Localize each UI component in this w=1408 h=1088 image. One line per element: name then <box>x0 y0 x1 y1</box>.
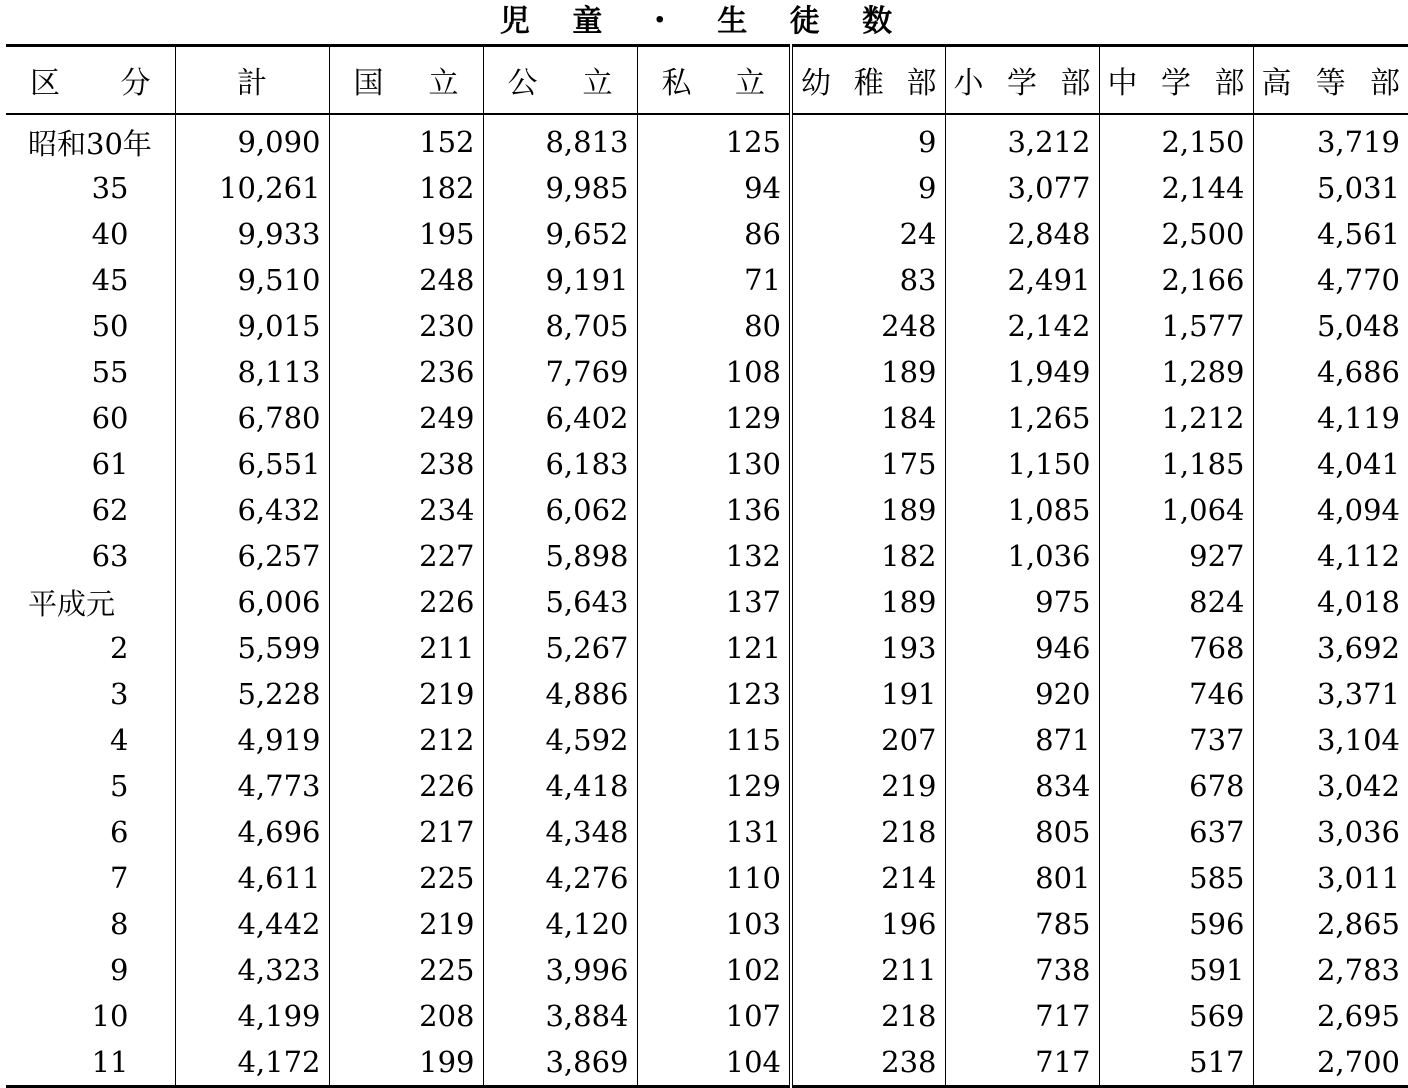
row-label: 60 <box>91 401 129 435</box>
table-cell: 768 <box>1099 625 1253 671</box>
column-header-char: 立 <box>428 66 459 101</box>
table-cell: 871 <box>945 717 1099 763</box>
table-cell: 4,773 <box>175 763 329 809</box>
table-cell: 218 <box>791 809 945 855</box>
row-label: 5 <box>110 769 129 803</box>
table-cell: 9,510 <box>175 257 329 303</box>
table-cell: 2,848 <box>945 211 1099 257</box>
table-cell: 2,695 <box>1253 993 1408 1039</box>
table-cell: 217 <box>329 809 483 855</box>
table-cell: 2,491 <box>945 257 1099 303</box>
students-table <box>6 44 1408 1088</box>
table-cell: 3,077 <box>945 165 1099 211</box>
table-cell: 218 <box>791 993 945 1039</box>
table-cell: 920 <box>945 671 1099 717</box>
table-cell: 3,996 <box>483 947 637 993</box>
table-cell: 3,104 <box>1253 717 1408 763</box>
table-cell: 137 <box>637 579 791 625</box>
table-cell: 637 <box>1099 809 1253 855</box>
row-label: 6 <box>110 815 129 849</box>
table-cell: 4,442 <box>175 901 329 947</box>
table-cell: 4,611 <box>175 855 329 901</box>
table-cell: 8,705 <box>483 303 637 349</box>
table-cell: 6,551 <box>175 441 329 487</box>
table-cell: 193 <box>791 625 945 671</box>
row-label: 55 <box>91 355 129 389</box>
table-cell: 2,144 <box>1099 165 1253 211</box>
table-row <box>6 579 1408 625</box>
table-cell: 2,783 <box>1253 947 1408 993</box>
table-cell: 182 <box>791 533 945 579</box>
column-header <box>1099 46 1253 115</box>
table-cell: 175 <box>791 441 945 487</box>
table-row <box>6 809 1408 855</box>
table-cell: 5,228 <box>175 671 329 717</box>
table-cell: 5,599 <box>175 625 329 671</box>
table-cell: 824 <box>1099 579 1253 625</box>
column-header-char: 中 <box>1107 66 1138 101</box>
table-cell: 249 <box>329 395 483 441</box>
table-cell: 4,094 <box>1253 487 1408 533</box>
table-cell: 248 <box>329 257 483 303</box>
table-cell: 1,150 <box>945 441 1099 487</box>
table-cell: 1,212 <box>1099 395 1253 441</box>
table-row <box>6 165 1408 211</box>
table-cell: 225 <box>329 947 483 993</box>
table-cell: 3,692 <box>1253 625 1408 671</box>
table-cell: 3,869 <box>483 1039 637 1087</box>
table-row <box>6 257 1408 303</box>
table-cell: 226 <box>329 579 483 625</box>
table-row <box>6 947 1408 993</box>
row-label: 2 <box>110 631 129 665</box>
table-cell: 6,402 <box>483 395 637 441</box>
column-header-char: 立 <box>735 66 765 101</box>
column-header <box>791 46 945 115</box>
table-row <box>6 901 1408 947</box>
table-cell: 219 <box>329 671 483 717</box>
table-row <box>6 114 1408 165</box>
row-label: 3 <box>110 677 129 711</box>
table-row <box>6 441 1408 487</box>
table-cell: 230 <box>329 303 483 349</box>
table-cell: 10,261 <box>175 165 329 211</box>
table-row <box>6 993 1408 1039</box>
table-cell: 152 <box>329 114 483 165</box>
column-header-char: 部 <box>1370 66 1400 101</box>
table-cell: 207 <box>791 717 945 763</box>
table-row <box>6 625 1408 671</box>
table-cell: 591 <box>1099 947 1253 993</box>
table-cell: 4,696 <box>175 809 329 855</box>
table-cell: 717 <box>945 993 1099 1039</box>
table-cell: 6,257 <box>175 533 329 579</box>
table-cell: 225 <box>329 855 483 901</box>
table-cell: 191 <box>791 671 945 717</box>
column-header <box>483 46 637 115</box>
table-cell: 585 <box>1099 855 1253 901</box>
table-cell: 4,018 <box>1253 579 1408 625</box>
table-cell: 108 <box>637 349 791 395</box>
table-cell: 238 <box>791 1039 945 1087</box>
table-cell: 737 <box>1099 717 1253 763</box>
row-label: 7 <box>110 861 129 895</box>
table-cell: 801 <box>945 855 1099 901</box>
table-row <box>6 349 1408 395</box>
table-cell: 199 <box>329 1039 483 1087</box>
table-cell: 1,289 <box>1099 349 1253 395</box>
table-cell: 2,150 <box>1099 114 1253 165</box>
column-header-char: 高 <box>1261 66 1292 101</box>
table-cell: 4,686 <box>1253 349 1408 395</box>
column-header: 計 <box>175 46 329 115</box>
table-cell: 7,769 <box>483 349 637 395</box>
table-cell: 5,898 <box>483 533 637 579</box>
table-cell: 4,120 <box>483 901 637 947</box>
table-cell: 189 <box>791 579 945 625</box>
table-cell: 236 <box>329 349 483 395</box>
table-cell: 125 <box>637 114 791 165</box>
table-cell: 238 <box>329 441 483 487</box>
table-cell: 834 <box>945 763 1099 809</box>
column-header-char: 部 <box>906 66 937 101</box>
column-header-char: 小 <box>953 66 984 101</box>
table-cell: 4,770 <box>1253 257 1408 303</box>
row-label: 8 <box>110 907 129 941</box>
header-row <box>6 46 1408 115</box>
table-cell: 219 <box>329 901 483 947</box>
table-cell: 234 <box>329 487 483 533</box>
column-header-char: 区 <box>30 66 60 101</box>
table-cell: 219 <box>791 763 945 809</box>
row-label: 平成元 <box>28 586 116 621</box>
table-cell: 5,031 <box>1253 165 1408 211</box>
table-cell: 104 <box>637 1039 791 1087</box>
table-cell: 1,577 <box>1099 303 1253 349</box>
table-cell: 9 <box>791 114 945 165</box>
table-title: 児 童 ・ 生 徒 数 <box>499 4 909 39</box>
table-row <box>6 717 1408 763</box>
table-cell: 2,142 <box>945 303 1099 349</box>
table-row <box>6 763 1408 809</box>
table-row <box>6 533 1408 579</box>
table-cell: 4,886 <box>483 671 637 717</box>
table-cell: 83 <box>791 257 945 303</box>
table-cell: 71 <box>637 257 791 303</box>
table-cell: 4,199 <box>175 993 329 1039</box>
row-label: 62 <box>91 493 129 527</box>
table-cell: 1,949 <box>945 349 1099 395</box>
table-cell: 184 <box>791 395 945 441</box>
table-cell: 5,267 <box>483 625 637 671</box>
table-cell: 1,185 <box>1099 441 1253 487</box>
table-cell: 4,592 <box>483 717 637 763</box>
column-header-char: 学 <box>1161 66 1191 101</box>
row-label: 9 <box>110 953 129 987</box>
row-label: 40 <box>91 217 129 251</box>
table-cell: 86 <box>637 211 791 257</box>
row-label: 昭和30年 <box>28 126 152 161</box>
table-cell: 9,191 <box>483 257 637 303</box>
column-header-char: 立 <box>582 66 613 101</box>
table-cell: 129 <box>637 763 791 809</box>
column-header-char: 分 <box>120 66 151 101</box>
table-cell: 2,700 <box>1253 1039 1408 1087</box>
table-cell: 746 <box>1099 671 1253 717</box>
table-cell: 4,119 <box>1253 395 1408 441</box>
table-cell: 975 <box>945 579 1099 625</box>
table-cell: 212 <box>329 717 483 763</box>
column-header-char: 学 <box>1007 66 1037 101</box>
table-cell: 1,036 <box>945 533 1099 579</box>
table-cell: 6,432 <box>175 487 329 533</box>
row-label: 10 <box>91 999 129 1033</box>
column-header-char: 部 <box>1214 66 1245 101</box>
row-label: 50 <box>91 309 129 343</box>
table-cell: 3,371 <box>1253 671 1408 717</box>
row-label: 61 <box>91 447 129 481</box>
table-cell: 130 <box>637 441 791 487</box>
table-cell: 8,813 <box>483 114 637 165</box>
table-cell: 182 <box>329 165 483 211</box>
table-cell: 123 <box>637 671 791 717</box>
table-cell: 6,062 <box>483 487 637 533</box>
table-cell: 132 <box>637 533 791 579</box>
column-header <box>637 46 791 115</box>
table-cell: 9,015 <box>175 303 329 349</box>
table-row <box>6 855 1408 901</box>
table-row <box>6 303 1408 349</box>
table-cell: 6,183 <box>483 441 637 487</box>
table-cell: 196 <box>791 901 945 947</box>
row-label: 4 <box>110 723 129 757</box>
table-cell: 569 <box>1099 993 1253 1039</box>
table-cell: 2,166 <box>1099 257 1253 303</box>
table-cell: 5,643 <box>483 579 637 625</box>
table-cell: 4,348 <box>483 809 637 855</box>
table-cell: 1,265 <box>945 395 1099 441</box>
table-cell: 4,172 <box>175 1039 329 1087</box>
table-cell: 4,041 <box>1253 441 1408 487</box>
table-cell: 102 <box>637 947 791 993</box>
table-cell: 4,323 <box>175 947 329 993</box>
table-cell: 2,500 <box>1099 211 1253 257</box>
table-cell: 4,418 <box>483 763 637 809</box>
row-label: 45 <box>91 263 129 297</box>
table-cell: 24 <box>791 211 945 257</box>
column-header-char: 稚 <box>853 66 884 101</box>
table-cell: 107 <box>637 993 791 1039</box>
row-label: 35 <box>91 171 129 205</box>
table-cell: 9,985 <box>483 165 637 211</box>
table-cell: 3,884 <box>483 993 637 1039</box>
table-cell: 6,006 <box>175 579 329 625</box>
table-cell: 678 <box>1099 763 1253 809</box>
table-cell: 189 <box>791 487 945 533</box>
table-cell: 6,780 <box>175 395 329 441</box>
table-cell: 785 <box>945 901 1099 947</box>
table-body <box>6 114 1408 1087</box>
table-cell: 129 <box>637 395 791 441</box>
table-row <box>6 1039 1408 1087</box>
table-cell: 2,865 <box>1253 901 1408 947</box>
table-cell: 4,276 <box>483 855 637 901</box>
table-cell: 517 <box>1099 1039 1253 1087</box>
table-cell: 115 <box>637 717 791 763</box>
table-cell: 3,011 <box>1253 855 1408 901</box>
table-cell: 1,064 <box>1099 487 1253 533</box>
table-cell: 3,719 <box>1253 114 1408 165</box>
table-cell: 227 <box>329 533 483 579</box>
table-cell: 5,048 <box>1253 303 1408 349</box>
row-label: 11 <box>6 1039 175 1087</box>
table-row <box>6 671 1408 717</box>
table-cell: 3,212 <box>945 114 1099 165</box>
column-header <box>6 46 175 115</box>
column-header-char: 幼 <box>801 66 831 101</box>
table-cell: 3,036 <box>1253 809 1408 855</box>
table-cell: 103 <box>637 901 791 947</box>
column-header-char: 私 <box>661 66 692 101</box>
column-header-char: 国 <box>353 66 384 101</box>
table-cell: 121 <box>637 625 791 671</box>
table-cell: 9,090 <box>175 114 329 165</box>
table-cell: 738 <box>945 947 1099 993</box>
table-cell: 4,919 <box>175 717 329 763</box>
table-cell: 208 <box>329 993 483 1039</box>
column-header <box>329 46 483 115</box>
table-cell: 927 <box>1099 533 1253 579</box>
table-cell: 136 <box>637 487 791 533</box>
table-cell: 717 <box>945 1039 1099 1087</box>
table-cell: 9,933 <box>175 211 329 257</box>
table-cell: 946 <box>945 625 1099 671</box>
table-row <box>6 487 1408 533</box>
table-cell: 4,112 <box>1253 533 1408 579</box>
table-row <box>6 395 1408 441</box>
table-cell: 131 <box>637 809 791 855</box>
table-cell: 9,652 <box>483 211 637 257</box>
row-label: 63 <box>91 539 129 573</box>
table-cell: 1,085 <box>945 487 1099 533</box>
column-header <box>1253 46 1408 115</box>
table-cell: 805 <box>945 809 1099 855</box>
table-cell: 8,113 <box>175 349 329 395</box>
table-cell: 211 <box>329 625 483 671</box>
table-cell: 226 <box>329 763 483 809</box>
column-header-char: 部 <box>1060 66 1091 101</box>
table-cell: 596 <box>1099 901 1253 947</box>
table-cell: 94 <box>637 165 791 211</box>
table-cell: 214 <box>791 855 945 901</box>
table-cell: 248 <box>791 303 945 349</box>
column-header-char: 公 <box>507 66 538 101</box>
column-header <box>945 46 1099 115</box>
table-cell: 189 <box>791 349 945 395</box>
table-cell: 211 <box>791 947 945 993</box>
table-cell: 4,561 <box>1253 211 1408 257</box>
table-cell: 195 <box>329 211 483 257</box>
table-cell: 3,042 <box>1253 763 1408 809</box>
column-header-char: 等 <box>1315 66 1346 101</box>
table-row <box>6 211 1408 257</box>
table-cell: 80 <box>637 303 791 349</box>
table-cell: 110 <box>637 855 791 901</box>
table-cell: 9 <box>791 165 945 211</box>
